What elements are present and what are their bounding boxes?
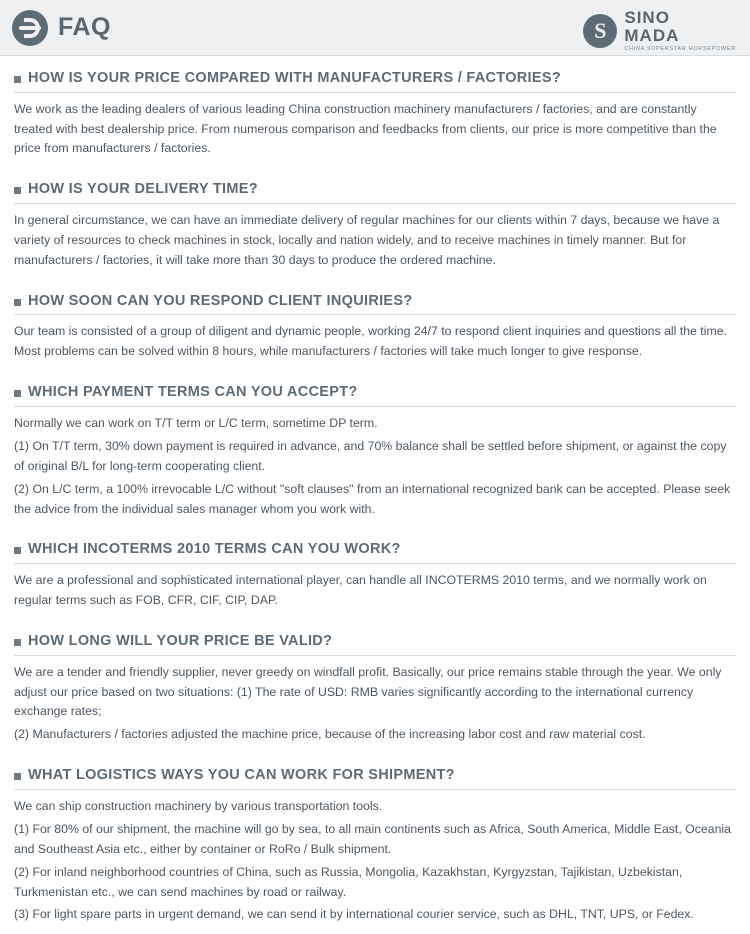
square-bullet-icon	[14, 299, 21, 306]
faq-question: HOW SOON CAN YOU RESPOND CLIENT INQUIRIES?	[28, 292, 413, 309]
square-bullet-icon	[14, 390, 21, 397]
faq-answer	[14, 571, 736, 611]
faq-answer	[14, 663, 736, 746]
faq-question-row	[14, 763, 736, 790]
faq-answer-paragraph: (2) For inland neighborhood countries of China, such as Russia, Mongolia, Kazakhstan, Kyrgyzstan, Tajikistan, Uzbekistan, Turkmenistan etc., we can send machines by road or railway.	[14, 864, 683, 899]
square-bullet-icon	[14, 76, 21, 83]
faq-question-row	[14, 66, 736, 93]
faq-answer-paragraph: We are a tender and friendly supplier, never greedy on windfall profit. Basically, our price remains stable through the year. We only adjust our price based on two situations: (1) The rate of USD: RMB varies significantly according to the international currency exchange rates;	[14, 664, 722, 719]
company-tagline: CHINA SUPERSTAR HORSEPOWER	[624, 46, 736, 52]
faq-answer-paragraph: In general circumstance, we can have an immediate delivery of regular machines for our clients within 7 days, because we have a variety of resources to check machines in stock, locally and nation widely, and to receive machines in timely manner. But for manufacturers / factories, it will take more than 30 days to produce the ordered machine.	[14, 213, 720, 267]
faq-question-row	[14, 289, 736, 316]
faq-question: HOW IS YOUR DELIVERY TIME?	[28, 181, 258, 198]
page-title: FAQ	[58, 13, 111, 41]
faq-answer	[14, 211, 736, 271]
faq-answer-paragraph: We are a professional and sophisticated international player, can handle all INCOTERMS 2010 terms, and we normally work on regular terms such as FOB, CFR, CIF, CIP, DAP.	[14, 573, 707, 608]
faq-list	[0, 56, 750, 934]
faq-answer-paragraph: (2) Manufacturers / factories adjusted the machine price, because of the increasing labor cost and raw material cost.	[14, 727, 646, 742]
sino-mada-logo-icon	[583, 14, 617, 48]
faq-answer-paragraph: We can ship construction machinery by various transportation tools.	[14, 798, 383, 813]
faq-question: HOW IS YOUR PRICE COMPARED WITH MANUFACTURERS / FACTORIES?	[28, 70, 561, 86]
faq-answer	[14, 797, 736, 925]
faq-question: HOW LONG WILL YOUR PRICE BE VALID?	[28, 632, 333, 649]
faq-answer-paragraph: Our team is consisted of a group of diligent and dynamic people, working 24/7 to respond client inquiries and questions all the time. Most problems can be solved within 8 hours, while manufacturers / factories will take much longer to give response.	[14, 324, 727, 359]
company-logo	[583, 9, 736, 53]
faq-answer	[14, 100, 736, 160]
faq-question-row	[14, 380, 736, 407]
page-header	[0, 0, 750, 56]
faq-question: WHAT LOGISTICS WAYS YOU CAN WORK FOR SHIPMENT?	[28, 767, 455, 784]
faq-answer	[14, 322, 736, 362]
faq-answer-paragraph: (1) On T/T term, 30% down payment is required in advance, and 70% balance shall be settled before shipment, or against the copy of original B/L for long-term cooperating client.	[14, 438, 727, 473]
faq-item	[14, 380, 736, 528]
faq-brand-mark	[12, 10, 111, 46]
faq-circle-icon	[12, 10, 48, 46]
faq-answer-paragraph: (1) For 80% of our shipment, the machine will go by sea, to all main continents such as Africa, South America, Middle East, Oceania and Southeast Asia etc., either by container or RoRo / Bulk shipment.	[14, 821, 731, 856]
faq-question: WHICH PAYMENT TERMS CAN YOU ACCEPT?	[28, 384, 358, 401]
faq-item	[14, 177, 736, 279]
faq-item	[14, 537, 736, 619]
faq-item	[14, 763, 736, 934]
faq-answer-paragraph: Normally we can work on T/T term or L/C term, sometime DP term.	[14, 415, 378, 430]
faq-item	[14, 289, 736, 371]
faq-question-row	[14, 629, 736, 656]
company-name-block	[624, 9, 736, 53]
faq-question-row	[14, 537, 736, 564]
faq-item	[14, 629, 736, 754]
faq-question: WHICH INCOTERMS 2010 TERMS CAN YOU WORK?	[28, 541, 401, 558]
faq-answer-paragraph: We work as the leading dealers of various leading China construction machinery manufacturers / factories, and are constantly treated with best dealership price. From numerous comparison and feedbacks from clients, our price is more competitive than the price from manufacturers / factories.	[14, 101, 717, 156]
faq-item	[14, 66, 736, 168]
company-name-line2: MADA	[624, 26, 680, 45]
square-bullet-icon	[14, 187, 21, 194]
faq-answer-paragraph: (2) On L/C term, a 100% irrevocable L/C without "soft clauses" from an international recognized bank can be accepted. Please seek the advice from the individual sales manager whom you work with.	[14, 481, 731, 516]
square-bullet-icon	[14, 639, 21, 646]
square-bullet-icon	[14, 773, 21, 780]
square-bullet-icon	[14, 547, 21, 554]
faq-answer	[14, 414, 736, 520]
company-name-line1: SINO	[624, 8, 670, 27]
faq-question-row	[14, 177, 736, 204]
faq-answer-paragraph: (3) For light spare parts in urgent demand, we can send it by international courier service, such as DHL, TNT, UPS, or Fedex.	[14, 907, 694, 922]
